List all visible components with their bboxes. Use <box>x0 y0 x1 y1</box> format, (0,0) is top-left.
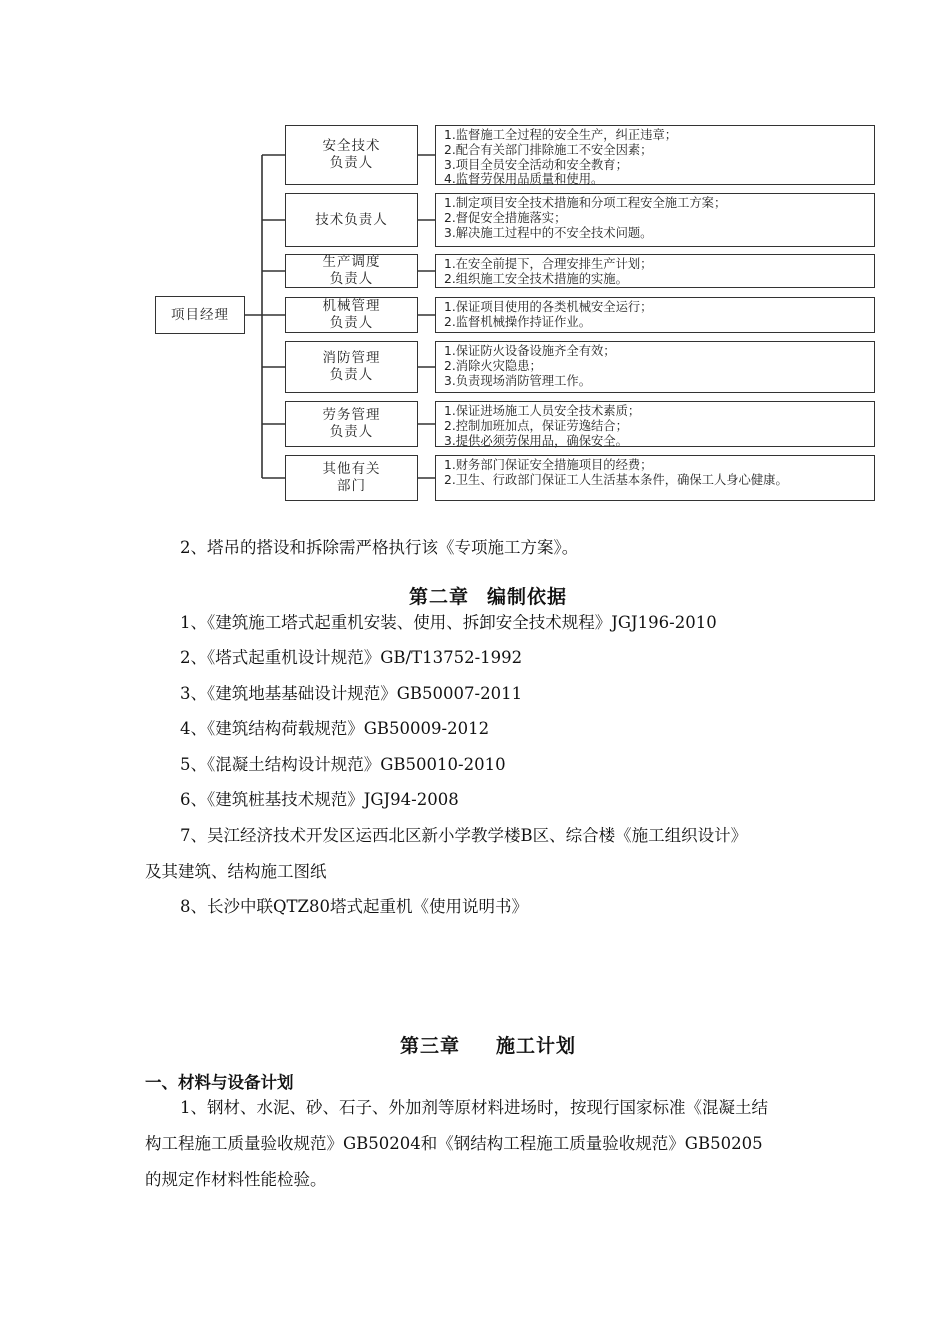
reference-item: 3、《建筑地基基础设计规范》GB50007-2011 <box>180 684 523 703</box>
duty-line: 3.负责现场消防管理工作。 <box>444 373 591 388</box>
role-other: 其他有关 部门 <box>285 455 418 501</box>
duties-other <box>435 455 875 501</box>
chapter-2-number: 第二章 <box>409 586 470 608</box>
duty-line: 2.组织施工安全技术措施的实施。 <box>444 271 628 286</box>
duty-line: 1.保证进场施工人员安全技术素质； <box>444 404 641 418</box>
safety-org-chart <box>0 0 950 520</box>
chapter-2-title: 编制依据 <box>487 586 568 608</box>
reference-item: 1、《建筑施工塔式起重机安装、使用、拆卸安全技术规程》JGJ196-2010 <box>180 613 717 632</box>
duty-line: 1.在安全前提下，合理安排生产计划； <box>444 257 653 271</box>
project-manager-box: 项目经理 <box>155 296 245 334</box>
reference-item: 6、《建筑桩基技术规范》JGJ94-2008 <box>180 790 459 809</box>
paragraph-1-line3: 的规定作材料性能检验。 <box>145 1170 327 1189</box>
section-1-heading: 一、材料与设备计划 <box>145 1073 294 1092</box>
reference-item: 4、《建筑结构荷载规范》GB50009-2012 <box>180 719 490 738</box>
reference-item-7-line1: 7、吴江经济技术开发区运西北区新小学教学楼B区、综合楼《施工组织设计》 <box>180 826 748 845</box>
chapter-2-heading <box>409 582 567 609</box>
duties-machinery <box>435 297 875 333</box>
duty-line: 3.解决施工过程中的不安全技术问题。 <box>444 225 653 240</box>
role-fire: 消防管理 负责人 <box>285 341 418 393</box>
duty-line: 2.监督机械操作持证作业。 <box>444 314 591 329</box>
chapter-3-title: 施工计划 <box>496 1035 577 1057</box>
role-tech: 技术负责人 <box>285 193 418 247</box>
duty-line: 2.配合有关部门排除施工不安全因素； <box>444 142 653 157</box>
duty-line: 1.财务部门保证安全措施项目的经费； <box>444 458 653 472</box>
reference-item: 5、《混凝土结构设计规范》GB50010-2010 <box>180 755 506 774</box>
chapter-3-number: 第三章 <box>400 1035 461 1057</box>
role-labor: 劳务管理 负责人 <box>285 401 418 447</box>
paragraph-1-line1: 1、钢材、水泥、砂、石子、外加剂等原材料进场时，按现行国家标准《混凝土结 <box>180 1098 768 1117</box>
duty-line: 1.监督施工全过程的安全生产，纠正违章； <box>444 128 678 142</box>
duty-line: 2.督促安全措施落实； <box>444 210 567 225</box>
duty-line: 1.保证项目使用的各类机械安全运行； <box>444 300 653 314</box>
duty-line: 4.监督劳保用品质量和使用。 <box>444 172 604 187</box>
duties-fire <box>435 341 875 393</box>
duty-line: 2.消除火灾隐患； <box>444 358 542 373</box>
duty-line: 2.卫生、行政部门保证工人生活基本条件，确保工人身心健康。 <box>444 472 788 487</box>
reference-item-7-line2: 及其建筑、结构施工图纸 <box>145 862 327 881</box>
duty-line: 2.控制加班加点，保证劳逸结合； <box>444 418 628 433</box>
duties-labor <box>435 401 875 447</box>
duty-line: 3.项目全员安全活动和安全教育； <box>444 157 628 172</box>
duties-production <box>435 254 875 288</box>
chapter-3-heading <box>400 1031 576 1058</box>
role-production: 生产调度 负责人 <box>285 254 418 288</box>
tower-crane-note: 2、塔吊的搭设和拆除需严格执行该《专项施工方案》。 <box>180 538 579 557</box>
reference-item-8: 8、长沙中联QTZ80塔式起重机《使用说明书》 <box>180 897 528 916</box>
duties-safety-tech <box>435 125 875 185</box>
duty-line: 3.提供必须劳保用品，确保安全。 <box>444 433 628 448</box>
paragraph-1-line2: 构工程施工质量验收规范》GB50204和《钢结构工程施工质量验收规范》GB50205 <box>145 1134 763 1153</box>
duty-line: 1.制定项目安全技术措施和分项工程安全施工方案； <box>444 196 727 210</box>
role-safety-tech: 安全技术 负责人 <box>285 125 418 185</box>
reference-item: 2、《塔式起重机设计规范》GB/T13752-1992 <box>180 648 523 667</box>
duties-tech <box>435 193 875 247</box>
role-machinery: 机械管理 负责人 <box>285 297 418 333</box>
duty-line: 1.保证防火设备设施齐全有效； <box>444 344 616 358</box>
